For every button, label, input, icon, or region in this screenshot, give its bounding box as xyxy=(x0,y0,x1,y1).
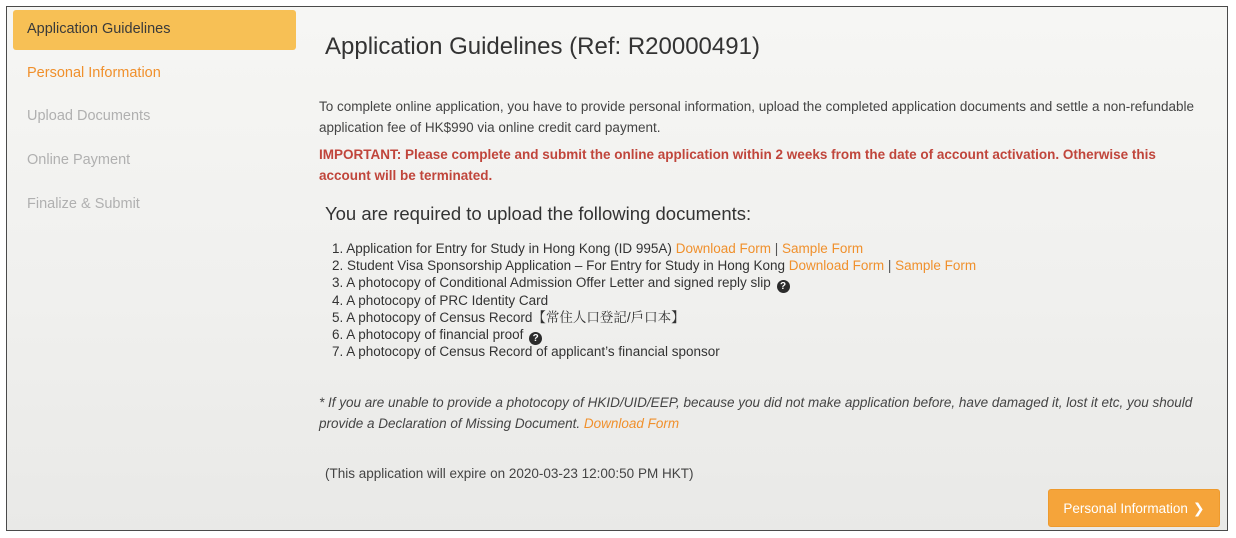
download-form-link[interactable]: Download Form xyxy=(788,258,885,274)
next-button-label: Personal Information xyxy=(1063,501,1188,516)
sidebar-item-online-payment: Online Payment xyxy=(27,152,131,168)
list-item xyxy=(332,257,976,274)
document-text: 2. Student Visa Sponsorship Application – For Entry for Study in Hong Kong xyxy=(332,258,786,274)
list-item xyxy=(332,326,976,343)
document-text: 1. Application for Entry for Study in Hong Kong (ID 995A) xyxy=(332,241,672,256)
list-item xyxy=(332,292,976,309)
link-separator: | xyxy=(774,241,779,256)
download-form-link[interactable]: Download Form xyxy=(675,241,771,256)
sidebar-nav xyxy=(13,10,296,226)
sample-form-link[interactable]: Sample Form xyxy=(895,258,977,274)
sample-form-link[interactable]: Sample Form xyxy=(782,241,864,256)
document-text: 4. A photocopy of PRC Identity Card xyxy=(332,292,549,308)
document-text: 5. A photocopy of Census Record【常住人口登記/戶口本】 xyxy=(332,309,685,325)
link-separator: | xyxy=(887,258,892,274)
missing-document-note xyxy=(319,392,1219,434)
document-text: 7. A photocopy of Census Record of applicant’s financial sponsor xyxy=(332,344,720,360)
application-panel xyxy=(6,6,1228,531)
documents-heading: You are required to upload the following documents: xyxy=(325,203,752,224)
next-personal-information-button[interactable] xyxy=(1048,489,1220,527)
important-notice: IMPORTANT: Please complete and submit the online application within 2 weeks from the date of account activation. Otherwise this account will be terminated. xyxy=(319,147,1156,183)
list-item xyxy=(332,274,976,291)
question-circle-icon[interactable]: ? xyxy=(777,280,790,293)
documents-list xyxy=(332,240,976,360)
page-title: Application Guidelines (Ref: R20000491) xyxy=(325,33,760,60)
note-text: * If you are unable to provide a photocopy of HKID/UID/EEP, because you did not make application before, have damaged it, lost it etc, you should provide a Declaration of Missing Document. xyxy=(319,395,1193,431)
sidebar-item-finalize-submit: Finalize & Submit xyxy=(27,196,140,212)
list-item xyxy=(332,309,976,326)
sidebar-item-application-guidelines[interactable]: Application Guidelines xyxy=(13,10,296,50)
sidebar-item-upload-documents: Upload Documents xyxy=(27,108,151,124)
declaration-download-link[interactable]: Download Form xyxy=(583,416,680,431)
intro-text: To complete online application, you have to provide personal information, upload the completed application documents and settle a non-refundable application fee of HK$990 via online credit card payment. xyxy=(319,99,1195,135)
question-circle-icon[interactable]: ? xyxy=(529,332,542,345)
document-text: 3. A photocopy of Conditional Admission Offer Letter and signed reply slip xyxy=(332,275,771,291)
list-item xyxy=(332,343,976,360)
sidebar-item-personal-information[interactable]: Personal Information xyxy=(27,65,161,81)
chevron-right-icon: ❯ xyxy=(1192,500,1205,516)
expiry-notice: (This application will expire on 2020-03-23 12:00:50 PM HKT) xyxy=(325,466,694,481)
list-item xyxy=(332,240,976,257)
document-text: 6. A photocopy of financial proof xyxy=(332,326,524,342)
